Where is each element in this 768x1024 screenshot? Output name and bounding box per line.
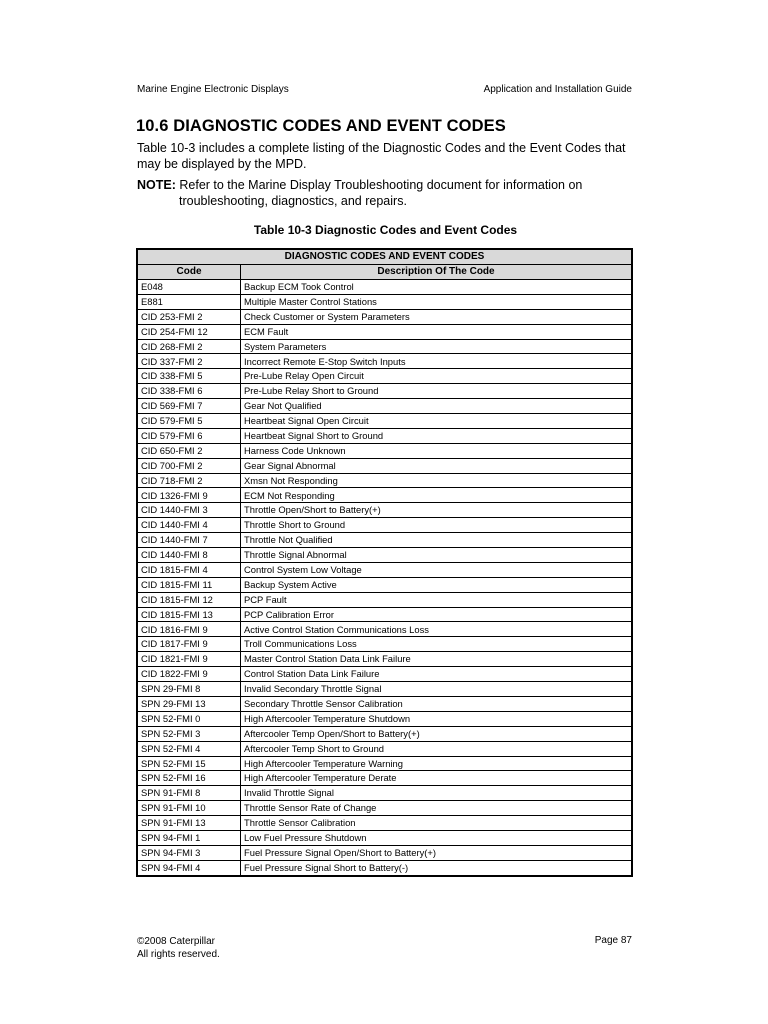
description-cell: Control Station Data Link Failure [241, 667, 633, 682]
code-cell: CID 1821-FMI 9 [137, 652, 241, 667]
table-row [137, 399, 632, 414]
section-title: 10.6 DIAGNOSTIC CODES AND EVENT CODES [136, 117, 506, 135]
code-cell: CID 569-FMI 7 [137, 399, 241, 414]
table-row [137, 622, 632, 637]
table-title: DIAGNOSTIC CODES AND EVENT CODES [137, 249, 632, 265]
note-text-rest: troubleshooting, diagnostics, and repairs. [179, 194, 407, 208]
description-cell: Multiple Master Control Stations [241, 294, 633, 309]
description-cell: Fuel Pressure Signal Open/Short to Battery(+) [241, 845, 633, 860]
note-paragraph [137, 177, 637, 209]
description-cell: Pre-Lube Relay Short to Ground [241, 384, 633, 399]
code-cell: SPN 94-FMI 3 [137, 845, 241, 860]
description-cell: High Aftercooler Temperature Warning [241, 756, 633, 771]
table-row [137, 845, 632, 860]
code-cell: CID 650-FMI 2 [137, 443, 241, 458]
description-cell: Throttle Not Qualified [241, 533, 633, 548]
table-row [137, 711, 632, 726]
code-cell: CID 1440-FMI 3 [137, 503, 241, 518]
table-caption: Table 10-3 Diagnostic Codes and Event Codes [253, 223, 518, 237]
table-row [137, 339, 632, 354]
description-cell: Active Control Station Communications Loss [241, 622, 633, 637]
table-row [137, 652, 632, 667]
description-cell: Backup System Active [241, 577, 633, 592]
table-row [137, 830, 632, 845]
code-cell: E881 [137, 294, 241, 309]
table-row [137, 473, 632, 488]
table-row [137, 414, 632, 429]
table-row [137, 771, 632, 786]
table-row [137, 562, 632, 577]
code-cell: SPN 29-FMI 13 [137, 696, 241, 711]
code-cell: SPN 91-FMI 13 [137, 816, 241, 831]
page-number: Page 87 [594, 935, 632, 946]
footer-copyright [137, 935, 220, 961]
table-row [137, 607, 632, 622]
table-row [137, 741, 632, 756]
code-cell: CID 718-FMI 2 [137, 473, 241, 488]
code-cell: SPN 91-FMI 10 [137, 801, 241, 816]
copyright-text: ©2008 Caterpillar [137, 936, 215, 947]
table-row [137, 354, 632, 369]
description-cell: Incorrect Remote E-Stop Switch Inputs [241, 354, 633, 369]
table-row [137, 324, 632, 339]
description-cell: Throttle Short to Ground [241, 518, 633, 533]
table-title-row [137, 249, 632, 265]
code-cell: SPN 94-FMI 4 [137, 860, 241, 875]
description-cell: Troll Communications Loss [241, 637, 633, 652]
table-row [137, 592, 632, 607]
code-cell: SPN 91-FMI 8 [137, 786, 241, 801]
table-row [137, 786, 632, 801]
description-cell: Invalid Secondary Throttle Signal [241, 682, 633, 697]
table-row [137, 503, 632, 518]
table-row [137, 518, 632, 533]
description-cell: Control System Low Voltage [241, 562, 633, 577]
description-cell: Aftercooler Temp Short to Ground [241, 741, 633, 756]
table-row [137, 637, 632, 652]
table-row [137, 443, 632, 458]
note-label: NOTE: [137, 178, 176, 192]
code-cell: CID 579-FMI 5 [137, 414, 241, 429]
table-row [137, 816, 632, 831]
table-row [137, 756, 632, 771]
table-row [137, 801, 632, 816]
running-header-right: Application and Installation Guide [483, 84, 632, 95]
table-row [137, 577, 632, 592]
description-cell: Aftercooler Temp Open/Short to Battery(+) [241, 726, 633, 741]
description-cell: Check Customer or System Parameters [241, 309, 633, 324]
code-cell: SPN 52-FMI 16 [137, 771, 241, 786]
code-cell: CID 338-FMI 5 [137, 369, 241, 384]
table-row [137, 488, 632, 503]
code-cell: CID 1822-FMI 9 [137, 667, 241, 682]
table-header-row [137, 265, 632, 280]
description-cell: Pre-Lube Relay Open Circuit [241, 369, 633, 384]
code-cell: CID 268-FMI 2 [137, 339, 241, 354]
table-row [137, 369, 632, 384]
description-cell: Gear Not Qualified [241, 399, 633, 414]
description-cell: ECM Not Responding [241, 488, 633, 503]
code-cell: CID 1440-FMI 7 [137, 533, 241, 548]
description-cell: Secondary Throttle Sensor Calibration [241, 696, 633, 711]
description-cell: Fuel Pressure Signal Short to Battery(-) [241, 860, 633, 875]
code-cell: SPN 29-FMI 8 [137, 682, 241, 697]
description-cell: Low Fuel Pressure Shutdown [241, 830, 633, 845]
table-row [137, 682, 632, 697]
description-cell: Gear Signal Abnormal [241, 458, 633, 473]
description-cell: PCP Calibration Error [241, 607, 633, 622]
code-cell: CID 1440-FMI 8 [137, 548, 241, 563]
table-row [137, 860, 632, 875]
description-cell: Throttle Sensor Rate of Change [241, 801, 633, 816]
code-cell: CID 1815-FMI 13 [137, 607, 241, 622]
code-cell: CID 700-FMI 2 [137, 458, 241, 473]
code-cell: CID 1815-FMI 12 [137, 592, 241, 607]
table-row [137, 280, 632, 295]
intro-paragraph: Table 10-3 includes a complete listing of the Diagnostic Codes and the Event Codes that may be displayed by the MPD. [137, 141, 626, 171]
code-cell: SPN 52-FMI 15 [137, 756, 241, 771]
code-cell: CID 338-FMI 6 [137, 384, 241, 399]
description-cell: Throttle Sensor Calibration [241, 816, 633, 831]
description-cell: PCP Fault [241, 592, 633, 607]
description-cell: High Aftercooler Temperature Derate [241, 771, 633, 786]
description-cell: Throttle Open/Short to Battery(+) [241, 503, 633, 518]
table-row [137, 726, 632, 741]
code-cell: CID 1326-FMI 9 [137, 488, 241, 503]
code-cell: CID 1440-FMI 4 [137, 518, 241, 533]
table-row [137, 667, 632, 682]
description-cell: ECM Fault [241, 324, 633, 339]
rights-text: All rights reserved. [137, 949, 220, 960]
table-row [137, 384, 632, 399]
code-cell: CID 579-FMI 6 [137, 428, 241, 443]
description-cell: Heartbeat Signal Short to Ground [241, 428, 633, 443]
code-cell: CID 254-FMI 12 [137, 324, 241, 339]
code-cell: E048 [137, 280, 241, 295]
code-cell: CID 337-FMI 2 [137, 354, 241, 369]
description-cell: Master Control Station Data Link Failure [241, 652, 633, 667]
code-cell: SPN 52-FMI 3 [137, 726, 241, 741]
code-cell: CID 1815-FMI 11 [137, 577, 241, 592]
code-cell: SPN 94-FMI 1 [137, 830, 241, 845]
code-cell: CID 1815-FMI 4 [137, 562, 241, 577]
code-cell: CID 1816-FMI 9 [137, 622, 241, 637]
diagnostic-codes-table [136, 248, 633, 877]
table-row [137, 309, 632, 324]
code-cell: CID 1817-FMI 9 [137, 637, 241, 652]
note-text-first: Refer to the Marine Display Troubleshooting document for information on [175, 178, 583, 192]
description-cell: Harness Code Unknown [241, 443, 633, 458]
table-row [137, 458, 632, 473]
code-cell: SPN 52-FMI 4 [137, 741, 241, 756]
description-cell: Throttle Signal Abnormal [241, 548, 633, 563]
table-body [137, 280, 632, 876]
column-header-description: Description Of The Code [241, 265, 633, 280]
description-cell: Heartbeat Signal Open Circuit [241, 414, 633, 429]
column-header-code: Code [137, 265, 241, 280]
table-row [137, 548, 632, 563]
code-cell: SPN 52-FMI 0 [137, 711, 241, 726]
table-row [137, 294, 632, 309]
table-row [137, 533, 632, 548]
running-header-left: Marine Engine Electronic Displays [137, 84, 289, 95]
description-cell: Invalid Throttle Signal [241, 786, 633, 801]
table-row [137, 428, 632, 443]
code-cell: CID 253-FMI 2 [137, 309, 241, 324]
description-cell: System Parameters [241, 339, 633, 354]
description-cell: Xmsn Not Responding [241, 473, 633, 488]
description-cell: Backup ECM Took Control [241, 280, 633, 295]
table-row [137, 696, 632, 711]
description-cell: High Aftercooler Temperature Shutdown [241, 711, 633, 726]
